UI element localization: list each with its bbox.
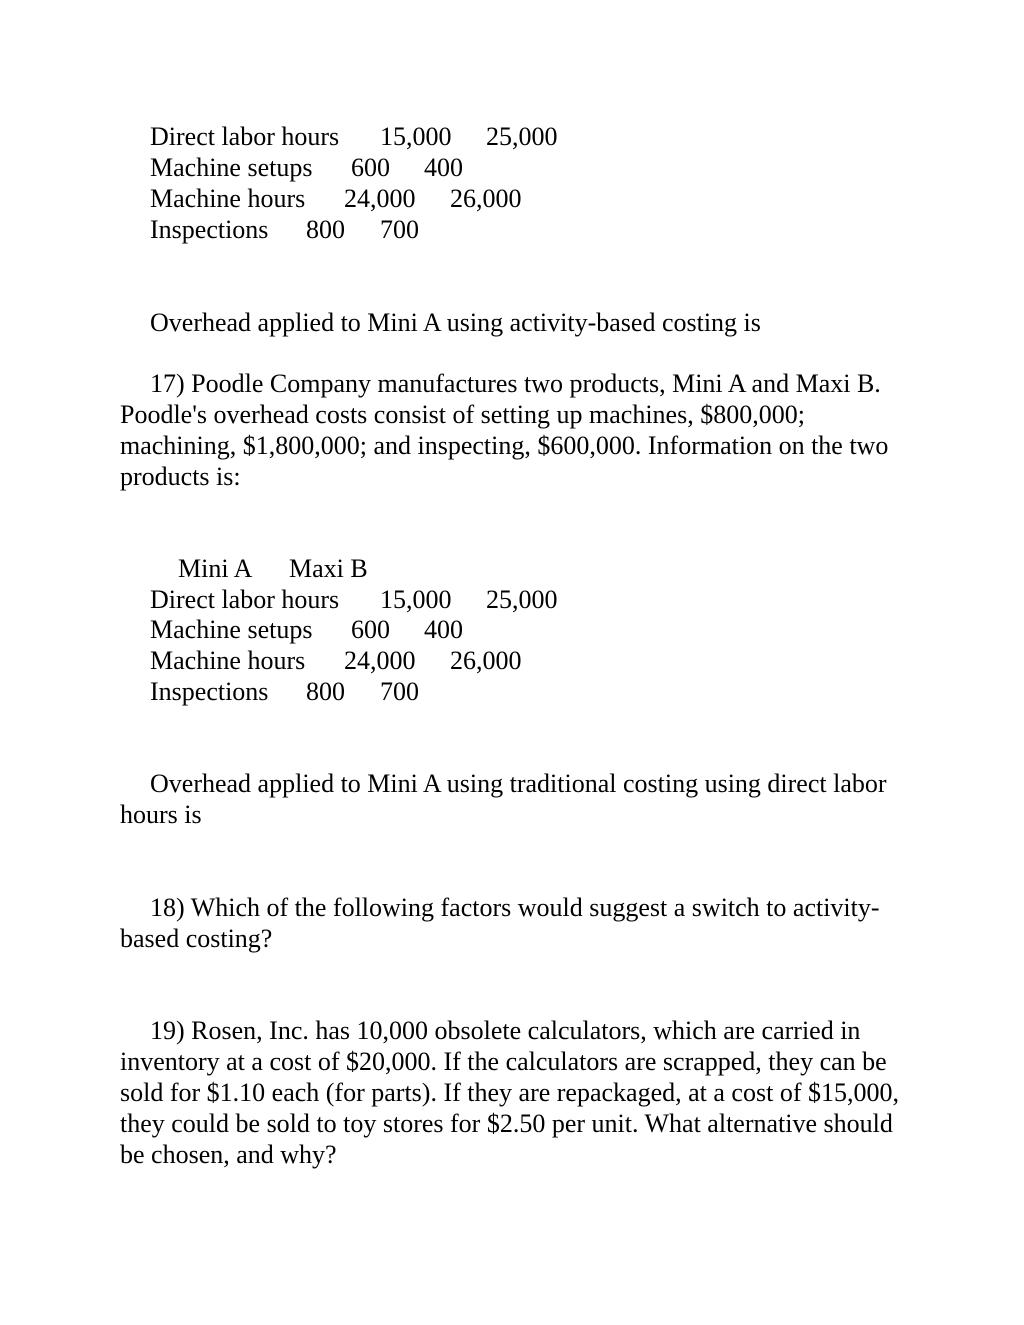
mini-a-value: 15,000 <box>380 122 452 151</box>
row-label: Machine setups <box>150 153 313 182</box>
mini-a-value: 600 <box>351 153 390 182</box>
row-label: Direct labor hours <box>150 585 340 614</box>
maxi-b-value: 700 <box>380 677 419 706</box>
row-label: Machine hours <box>150 646 306 675</box>
question-17-text: 17) Poodle Company manufactures two products, Mini A and Maxi B. Poodle's overhead costs consist of setting up machines, $800,000; machining, $1,800,000; and inspecting, $600,000. Information on the two products is: <box>120 369 889 491</box>
maxi-b-value: 25,000 <box>486 122 558 151</box>
maxi-b-value: 400 <box>424 615 463 644</box>
mini-a-value: 24,000 <box>344 646 416 675</box>
mini-a-value: 800 <box>306 677 345 706</box>
mini-a-value: 600 <box>351 615 390 644</box>
question-17-prompt: Overhead applied to Mini A using traditional costing using direct labor hours is <box>120 769 887 829</box>
question-16-prompt: Overhead applied to Mini A using activity-based costing is <box>150 308 761 337</box>
column-header-maxi-b: Maxi B <box>289 554 368 583</box>
maxi-b-value: 26,000 <box>450 646 522 675</box>
row-label: Machine setups <box>150 615 313 644</box>
mini-a-value: 24,000 <box>344 184 416 213</box>
question-19-text: 19) Rosen, Inc. has 10,000 obsolete calculators, which are carried in inventory at a cost of $20,000. If the calculators are scrapped, they can be sold for $1.10 each (for parts). If they are repackaged, at a cost of $15,000, they could be sold to toy stores for $2.50 per unit. What alternative should be chosen, and why? <box>120 1016 899 1169</box>
column-header-mini-a: Mini A <box>178 554 253 583</box>
maxi-b-value: 25,000 <box>486 585 558 614</box>
mini-a-value: 15,000 <box>380 585 452 614</box>
maxi-b-value: 400 <box>424 153 463 182</box>
row-label: Inspections <box>150 677 269 706</box>
row-label: Machine hours <box>150 184 306 213</box>
mini-a-value: 800 <box>306 215 345 244</box>
row-label: Inspections <box>150 215 269 244</box>
maxi-b-value: 26,000 <box>450 184 522 213</box>
row-label: Direct labor hours <box>150 122 340 151</box>
maxi-b-value: 700 <box>380 215 419 244</box>
question-18-text: 18) Which of the following factors would suggest a switch to activity-based costing? <box>120 893 880 953</box>
